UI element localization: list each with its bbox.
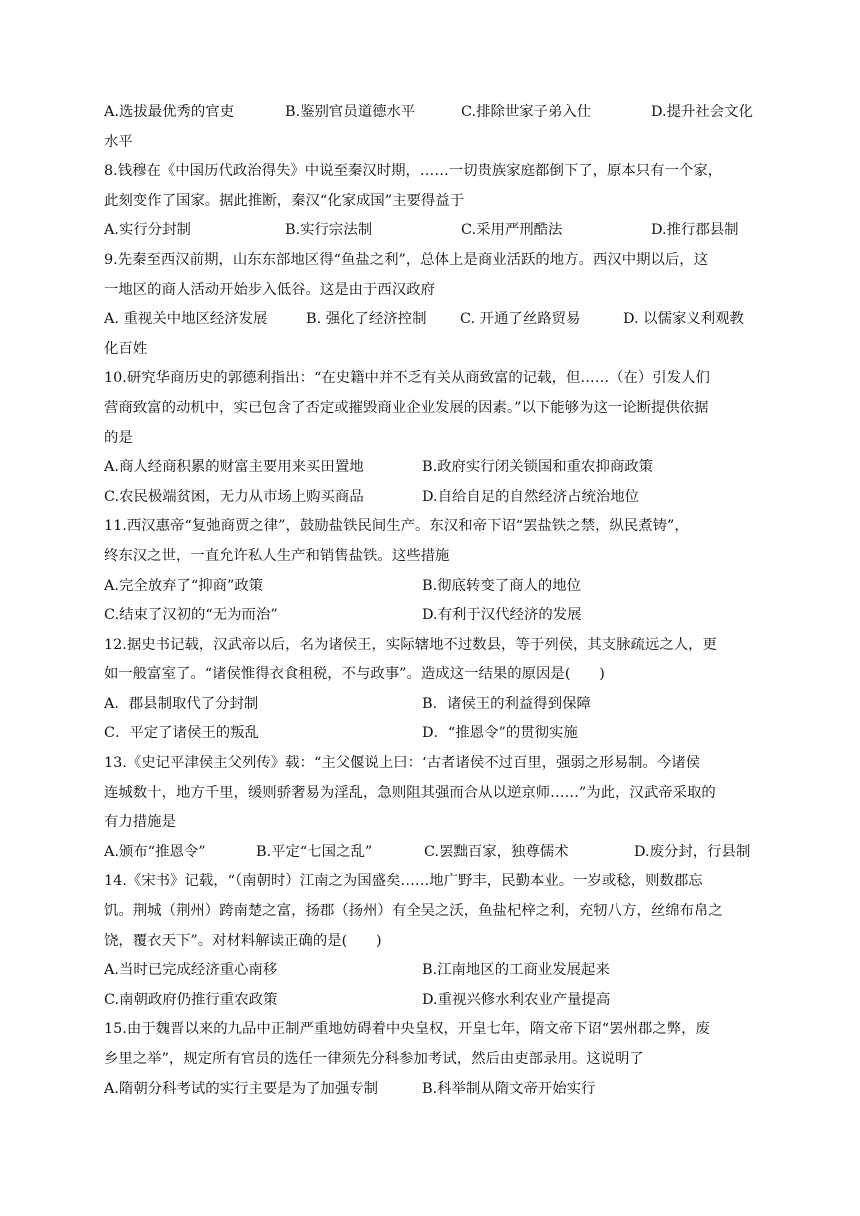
q9-option-a: A. 重视关中地区经济发展 [104, 311, 268, 328]
q14-stem-line-1: 14.《宋书》记载，“（南朝时）江南之为国盛矣……地广野丰，民勤本业。一岁或稔，则数郡忘 [104, 873, 703, 890]
q12-option-a: A．郡县制取代了分封制 [104, 695, 259, 712]
q11-option-d: D.有利于汉代经济的发展 [422, 607, 582, 624]
q12-option-d: D．“推恩令”的贯彻实施 [422, 725, 578, 742]
q14-options-row-2 [104, 986, 760, 1016]
q15-options-row-1 [104, 1075, 760, 1105]
q8-options [104, 216, 760, 246]
q11-stem-line-1: 11.西汉惠帝“复弛商贾之律”，鼓励盐铁民间生产。东汉和帝下诏“罢盐铁之禁，纵民煮铸”， [104, 518, 689, 535]
q13-option-c: C.罢黜百家，独尊儒术 [424, 843, 569, 860]
q14-option-b: B.江南地区的工商业发展起来 [422, 962, 610, 979]
q7-option-d: D.提升社会文化 [651, 104, 753, 120]
q12-option-c: C．平定了诸侯王的叛乱 [104, 725, 259, 742]
q9-stem-line-2: 一地区的商人活动开始步入低谷。这是由于西汉政府 [104, 281, 435, 298]
q12-option-b: B．诸侯王的利益得到保障 [422, 695, 591, 712]
q15-stem-line-2: 乡里之举”，规定所有官员的选任一律须先分科参加考试，然后由吏部录用。这说明了 [104, 1051, 644, 1067]
q10-stem-line-2: 营商致富的动机中，实已包含了否定或摧毁商业企业发展的因素。”以下能够为这一论断提供依据 [104, 399, 709, 416]
q7-option-c: C.排除世家子弟入仕 [461, 104, 592, 120]
q10-option-d: D.自给自足的自然经济占统治地位 [422, 488, 640, 505]
q10-stem-line-1: 10.研究华商历史的郭德利指出：“在史籍中并不乏有关从商致富的记载，但……（在）引发人们 [104, 370, 710, 387]
q14-stem-line-3: 饶，覆衣天下”。对材料解读正确的是( ) [104, 932, 382, 949]
q9-option-d: D. 以儒家义利观教 [623, 311, 744, 328]
q9-option-b: B. 强化了经济控制 [306, 311, 427, 328]
q11-options-row-2 [104, 601, 760, 631]
q14-option-a: A.当时已完成经济重心南移 [104, 962, 278, 979]
q13-stem-line-2: 连城数十，地方千里，缓则骄奢易为淫乱，急则阻其强而合从以逆京师……”为此，汉武帝采取的 [104, 784, 716, 801]
q10-stem-line-3: 的是 [104, 429, 133, 446]
q10-option-a: A.商人经商积累的财富主要用来买田置地 [104, 459, 364, 476]
q10-options-row-1 [104, 453, 760, 483]
q7-option-a: A.选拔最优秀的官吏 [104, 104, 235, 120]
q12-options-row-2 [104, 719, 760, 749]
q12-stem-line-2: 如一般富室了。“诸侯惟得衣食租税，不与政事”。造成这一结果的原因是( ) [104, 666, 605, 683]
q12-options-row-1 [104, 690, 760, 720]
q9-option-d-continued: 化百姓 [104, 340, 148, 357]
q7-options [104, 98, 760, 128]
q13-stem-line-1: 13.《史记平津侯主父列传》载：“主父偃说上曰：‘古者诸侯不过百里，强弱之形易制。今诸侯 [104, 755, 701, 772]
q8-option-b: B.实行宗法制 [285, 222, 373, 239]
q15-stem-line-1: 15.由于魏晋以来的九品中正制严重地妨碍着中央皇权，开皇七年，隋文帝下诏“罢州郡之弊，废 [104, 1021, 710, 1038]
q14-stem-line-2: 饥。荆城（荆州）跨南楚之富，扬郡（扬州）有全吴之沃，鱼盐杞梓之利，充牣八方，丝绵布帛之 [104, 903, 723, 920]
q13-option-d: D.废分封，行县制 [634, 843, 751, 860]
q11-option-b: B.彻底转变了商人的地位 [422, 577, 582, 594]
q10-options-row-2 [104, 483, 760, 513]
q13-stem-line-3: 有力措施是 [104, 814, 176, 831]
q8-option-c: C.采用严刑酷法 [461, 222, 563, 239]
q11-option-a: A.完全放弃了“抑商”政策 [104, 577, 264, 594]
q8-option-a: A.实行分封制 [104, 222, 191, 239]
exam-page [104, 98, 760, 1104]
q14-option-c: C.南朝政府仍推行重农政策 [104, 991, 278, 1008]
q9-options [104, 305, 760, 335]
q11-option-c: C.结束了汉初的“无为而治” [104, 607, 278, 624]
q10-option-b: B.政府实行闭关锁国和重农抑商政策 [422, 459, 654, 476]
q9-stem-line-1: 9.先秦至西汉前期，山东东部地区得“鱼盐之利”，总体上是商业活跃的地方。西汉中期以后，这 [104, 251, 709, 268]
q12-stem-line-1: 12.据史书记载，汉武帝以后，名为诸侯王，实际辖地不过数县，等于列侯，其支脉疏远之人，更 [104, 636, 717, 653]
q13-options [104, 838, 760, 868]
q15-option-b: B.科举制从隋文帝开始实行 [422, 1080, 596, 1097]
q14-option-d: D.重视兴修水利农业产量提高 [422, 991, 611, 1008]
q8-stem-line-1: 8.钱穆在《中国历代政治得失》中说至秦汉时期，……一切贵族家庭都倒下了，原本只有一个家， [104, 163, 723, 180]
q13-option-b: B.平定“七国之乱” [256, 843, 373, 860]
q7-option-b: B.鉴别官员道德水平 [285, 104, 416, 120]
q11-options-row-1 [104, 572, 760, 602]
q7-option-d-continued: 水平 [104, 133, 133, 150]
q15-option-a: A.隋朝分科考试的实行主要是为了加强专制 [104, 1080, 378, 1097]
q11-stem-line-2: 终东汉之世，一直允许私人生产和销售盐铁。这些措施 [104, 547, 450, 564]
q10-option-c: C.农民极端贫困，无力从市场上购买商品 [104, 488, 364, 505]
q8-option-d: D.推行郡县制 [651, 222, 739, 239]
q14-options-row-1 [104, 956, 760, 986]
q9-option-c: C. 开通了丝路贸易 [460, 311, 581, 328]
q8-stem-line-2: 此刻变作了国家。据此推断，秦汉“化家成国”主要得益于 [104, 192, 465, 209]
q13-option-a: A.颁布“推恩令” [104, 843, 206, 860]
